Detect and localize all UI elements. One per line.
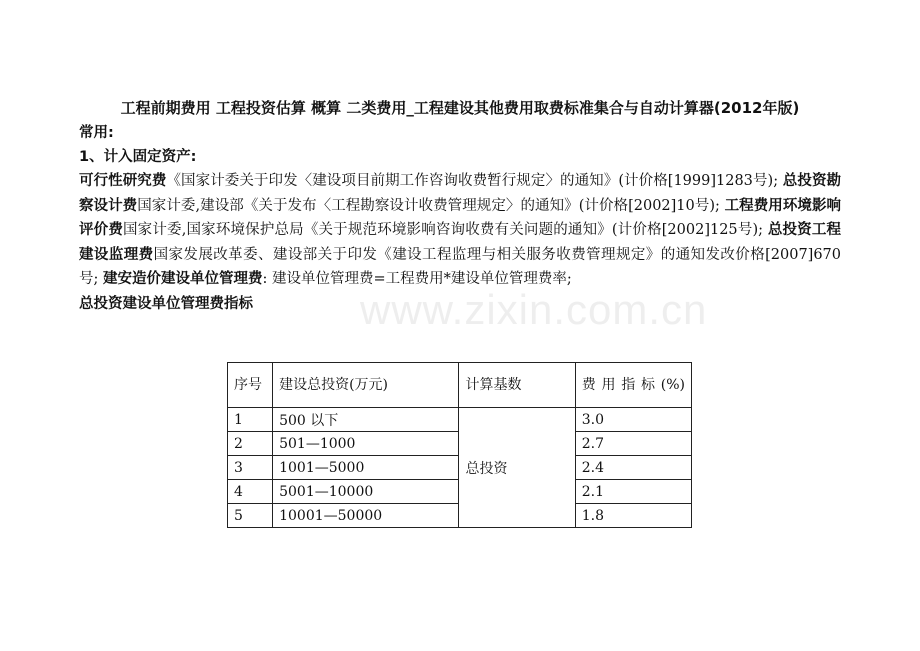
document-body	[79, 96, 841, 316]
cell-serial-no: 5	[228, 504, 273, 528]
text-environmental-regulation: 国家计委,国家环境保护总局《关于规范环境影响咨询收费有关问题的通知》(计价格[2002]125号);	[123, 222, 768, 239]
table-row	[228, 408, 692, 432]
cell-fee-rate: 1.8	[575, 504, 691, 528]
management-fee-table	[227, 362, 692, 528]
cell-fee-rate: 2.1	[575, 480, 691, 504]
term-survey-design-fee: 总投资勘察设计费	[79, 173, 842, 214]
text-management-fee-formula: : 建设单位管理费=工程费用*建设单位管理费率;	[262, 271, 572, 288]
cell-serial-no: 2	[228, 432, 273, 456]
cell-serial-no: 4	[228, 480, 273, 504]
table-caption: 总投资建设单位管理费指标	[79, 295, 253, 312]
cell-fee-rate: 2.7	[575, 432, 691, 456]
document-title: 工程前期费用 工程投资估算 概算 二类费用_工程建设其他费用取费标准集合与自动计算器(2012年版)	[120, 99, 800, 117]
cell-investment-range: 501—1000	[273, 432, 459, 456]
header-calculation-base: 计算基数	[459, 363, 575, 408]
term-environmental-assessment-fee: 工程费用环境影响评价费	[79, 197, 842, 239]
cell-investment-range: 10001—50000	[273, 504, 459, 528]
text-survey-design-regulation: 国家计委,建设部《关于发布〈工程勘察设计收费管理规定〉的通知》(计价格[2002]10号);	[137, 197, 725, 214]
table-header-row	[228, 363, 692, 408]
cell-serial-no: 1	[228, 408, 273, 432]
cell-fee-rate: 2.4	[575, 456, 691, 480]
cell-investment-range: 5001—10000	[273, 480, 459, 504]
watermark-text: www.zixin.com.cn	[360, 286, 708, 333]
fee-standards-paragraph	[79, 169, 841, 292]
term-management-fee: 建安造价建设单位管理费	[103, 271, 263, 288]
section-heading-common: 常用:	[79, 125, 114, 141]
term-feasibility-study-fee: 可行性研究费	[79, 173, 167, 189]
text-feasibility-regulation: 《国家计委关于印发〈建设项目前期工作咨询收费暂行规定〉的通知》(计价格[1999]1283号);	[166, 173, 783, 189]
cell-investment-range: 500 以下	[273, 408, 459, 432]
cell-calculation-base: 总投资	[459, 408, 575, 528]
cell-fee-rate: 3.0	[575, 408, 691, 432]
header-serial-no: 序号	[228, 363, 273, 408]
header-fee-rate: 费用指标(%)	[575, 363, 691, 408]
text-supervision-regulation: 国家发展改革委、建设部关于印发《建设工程监理与相关服务收费管理规定》的通知发改价格[2007]670号;	[79, 246, 841, 288]
term-supervision-fee: 总投资工程建设监理费	[79, 222, 842, 263]
section-heading-fixed-assets: 1、计入固定资产:	[79, 149, 197, 165]
cell-serial-no: 3	[228, 456, 273, 480]
cell-investment-range: 1001—5000	[273, 456, 459, 480]
header-total-investment: 建设总投资(万元)	[273, 363, 459, 408]
